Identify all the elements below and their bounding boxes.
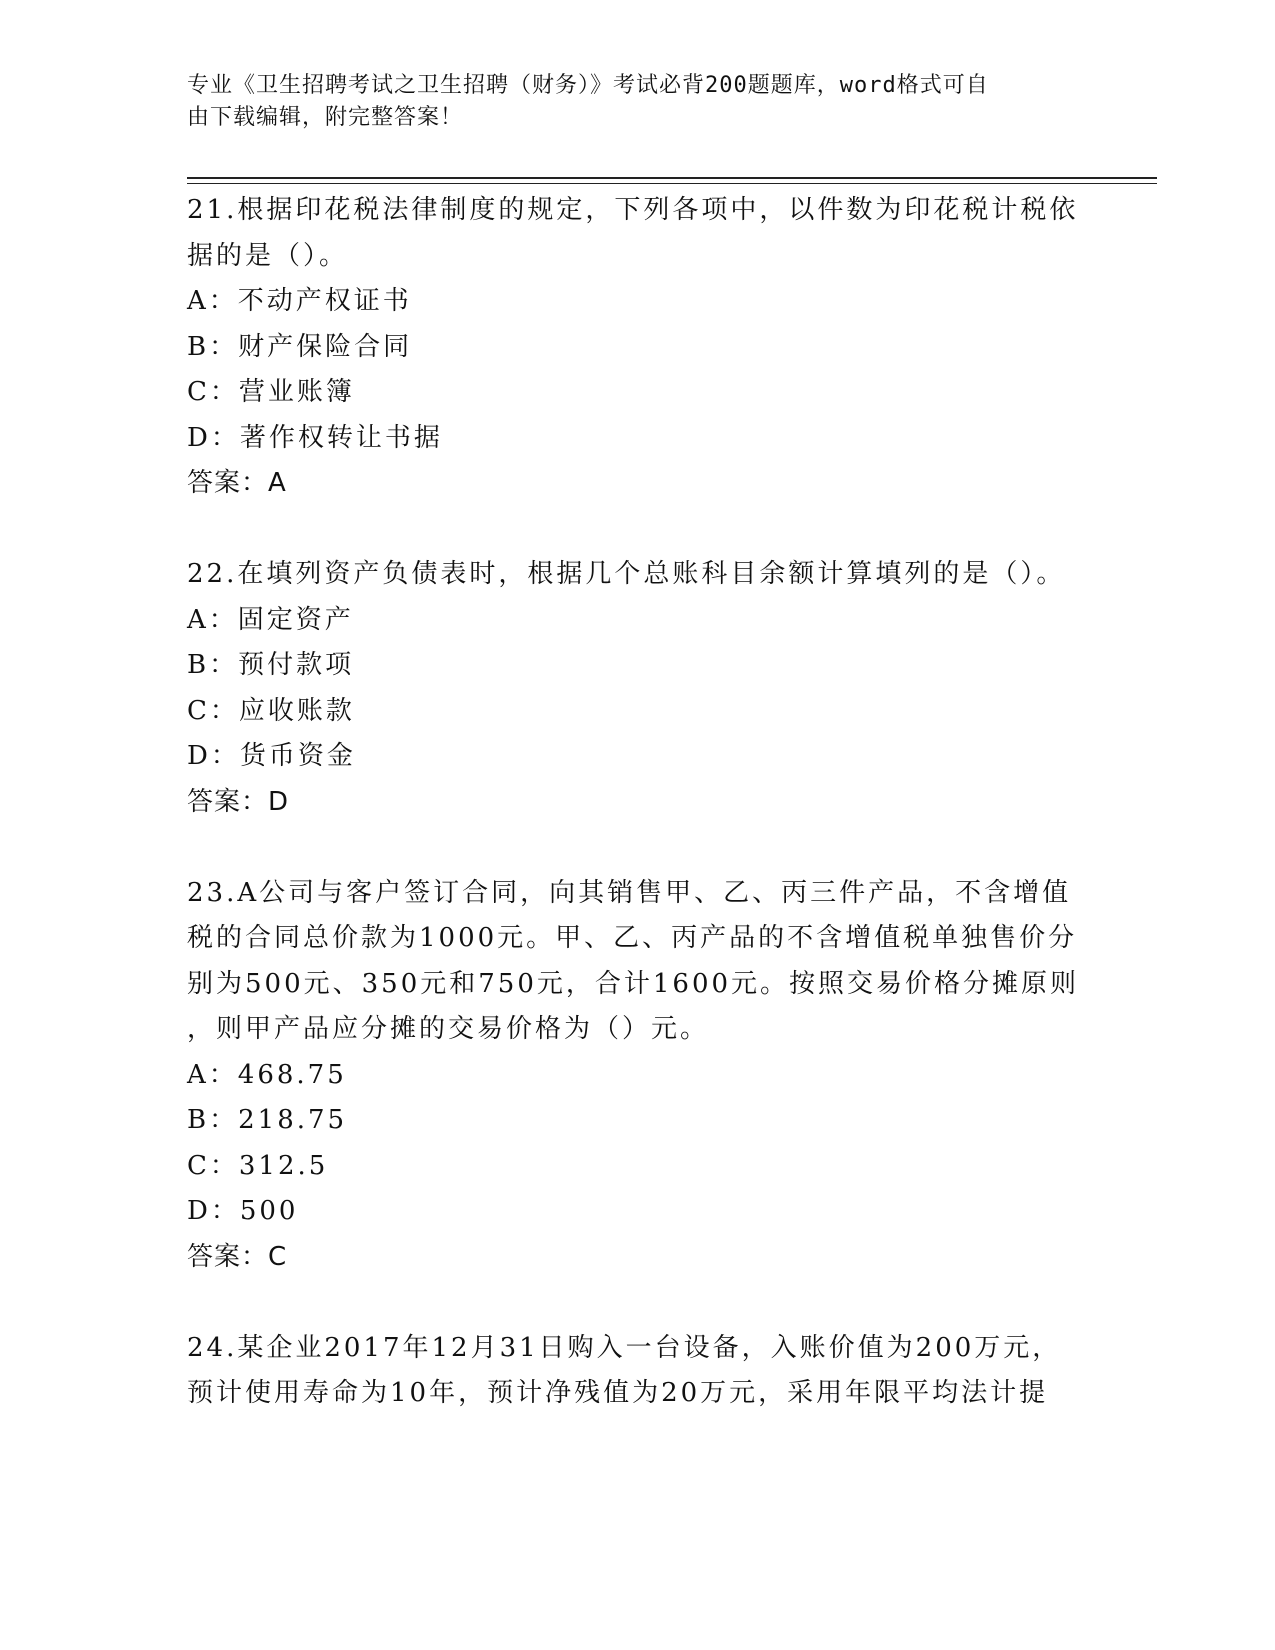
option-d: D：著作权转让书据 (187, 422, 443, 453)
option-b: B：218.75 (187, 1105, 348, 1135)
question-stem-line: 据的是（）。 (187, 240, 349, 271)
question-24 (187, 1326, 1087, 1417)
option-a: A：468.75 (187, 1059, 347, 1090)
question-spacer (187, 1280, 1087, 1326)
question-23 (187, 871, 1087, 1281)
question-21 (187, 188, 1087, 507)
option-b: B：预付款项 (187, 650, 355, 680)
answer-line: 答案：D (187, 786, 290, 817)
header-divider-thick (187, 177, 1157, 179)
question-spacer (187, 825, 1087, 871)
option-a: A：固定资产 (187, 604, 354, 635)
header-line-1: 专业《卫生招聘考试之卫生招聘（财务）》考试必背200题题库，word格式可自 (187, 73, 989, 98)
question-stem-line: 23.A公司与客户签订合同，向其销售甲、乙、丙三件产品，不含增值 (187, 877, 1072, 908)
question-stem-line: 别为500元、350元和750元，合计1600元。按照交易价格分摊原则 (187, 968, 1080, 999)
question-stem-line: 22.在填列资产负债表时，根据几个总账科目余额计算填列的是（）。 (187, 559, 1066, 589)
answer-line: 答案：C (187, 1241, 288, 1272)
header-line-2: 由下载编辑，附完整答案！ (187, 105, 464, 130)
option-c: C：营业账簿 (187, 377, 355, 407)
question-stem-line: 预计使用寿命为10年，预计净残值为20万元，采用年限平均法计提 (187, 1378, 1049, 1408)
question-stem-line: ，则甲产品应分摊的交易价格为（）元。 (187, 1014, 710, 1044)
header-divider-thin (187, 183, 1157, 184)
option-c: C：应收账款 (187, 695, 355, 726)
option-c: C：312.5 (187, 1150, 329, 1181)
question-spacer (187, 507, 1087, 553)
question-list (187, 188, 1087, 1417)
option-d: D：500 (187, 1196, 299, 1226)
question-stem-line: 24.某企业2017年12月31日购入一台设备，入账价值为200万元， (187, 1332, 1062, 1363)
option-b: B：财产保险合同 (187, 331, 413, 362)
answer-line: 答案：A (187, 468, 287, 498)
question-22 (187, 552, 1087, 825)
option-d: D：货币资金 (187, 741, 356, 771)
question-stem-line: 税的合同总价款为1000元。甲、乙、丙产品的不含增值税单独售价分 (187, 923, 1078, 953)
option-a: A：不动产权证书 (187, 286, 412, 316)
document-header (187, 70, 1067, 134)
question-stem-line: 21.根据印花税法律制度的规定，下列各项中，以件数为印花税计税依 (187, 195, 1079, 225)
